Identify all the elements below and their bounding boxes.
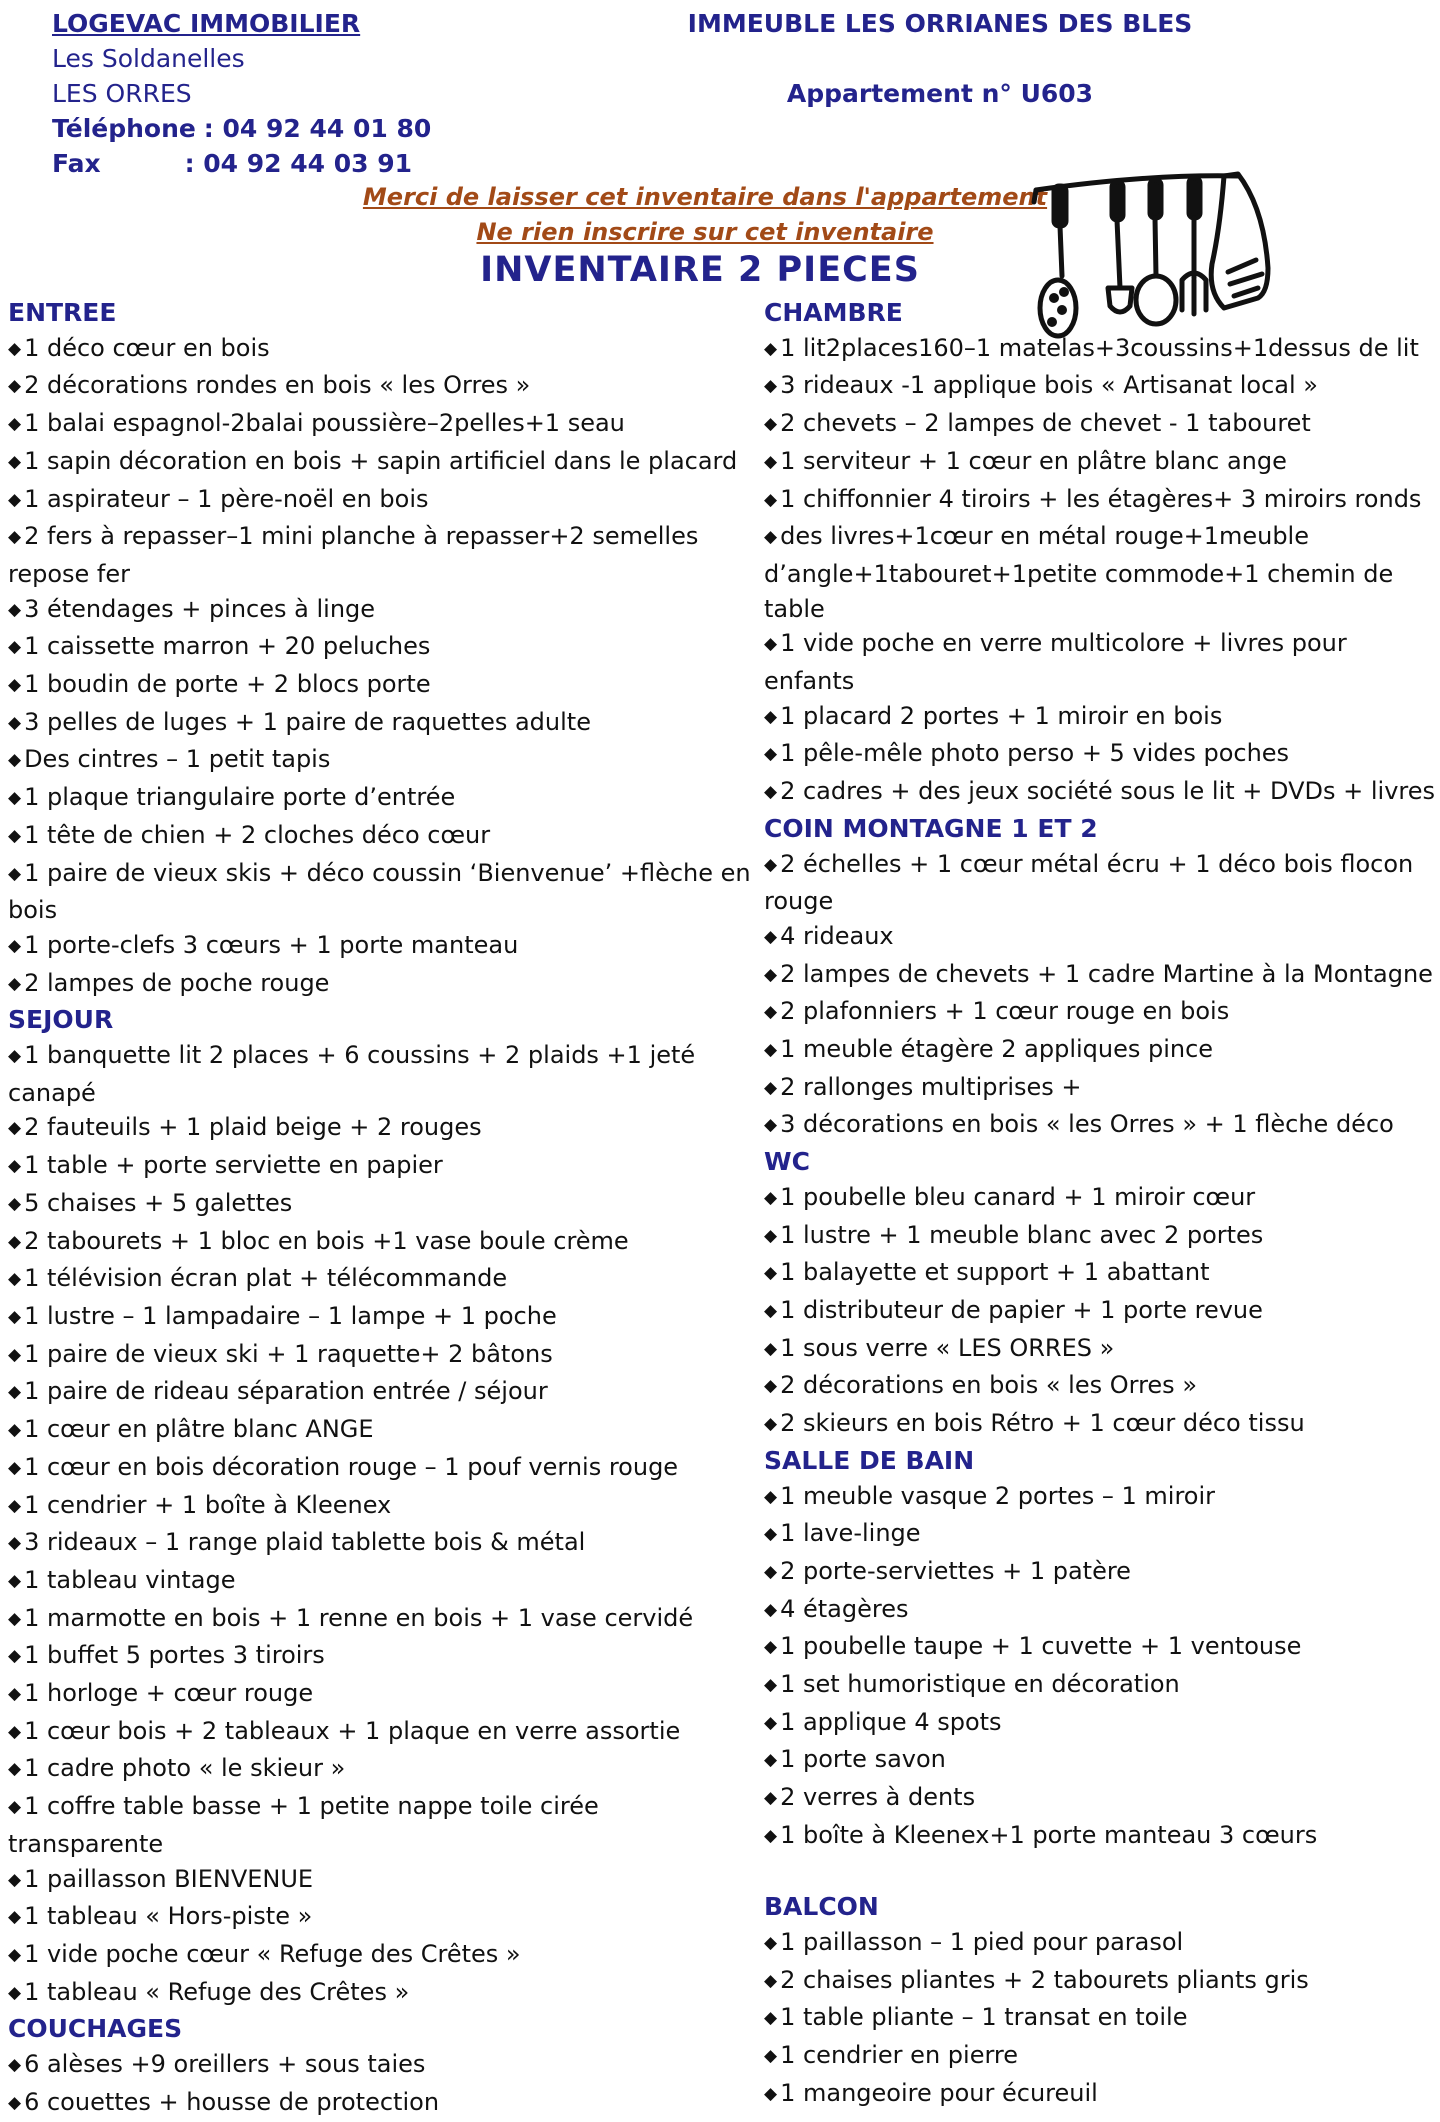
inventory-item xyxy=(764,847,1440,919)
inventory-item xyxy=(764,1032,1440,1070)
inventory-item-text: 1 lustre + 1 meuble blanc avec 2 portes xyxy=(780,1220,1264,1249)
inventory-item xyxy=(764,919,1440,957)
inventory-item xyxy=(764,331,1440,369)
diamond-bullet-icon: ◆ xyxy=(764,782,778,803)
inventory-item xyxy=(8,1751,753,1789)
inventory-item xyxy=(764,1629,1440,1667)
diamond-bullet-icon: ◆ xyxy=(764,1932,778,1953)
inventory-item-text: 1 serviteur + 1 cœur en plâtre blanc ange xyxy=(780,446,1287,475)
inventory-item xyxy=(764,774,1440,812)
inventory-item xyxy=(8,928,753,966)
diamond-bullet-icon: ◆ xyxy=(8,1869,22,1890)
inventory-item xyxy=(764,1925,1440,1963)
page-title: INVENTAIRE 2 PIECES xyxy=(480,250,920,290)
inventory-item-text: 1 paillasson – 1 pied pour parasol xyxy=(780,1927,1184,1956)
inventory-item xyxy=(764,1255,1440,1293)
diamond-bullet-icon: ◆ xyxy=(8,973,22,994)
section-title-wc: WC xyxy=(764,1147,810,1177)
inventory-item-text: 2 fauteuils + 1 plaid beige + 2 rouges xyxy=(24,1113,482,1142)
fax-label: Fax xyxy=(52,149,101,178)
diamond-bullet-icon: ◆ xyxy=(8,527,22,548)
inventory-item xyxy=(764,736,1440,774)
diamond-bullet-icon: ◆ xyxy=(764,489,778,510)
inventory-item-text: 2 décorations en bois « les Orres » xyxy=(780,1371,1197,1400)
diamond-bullet-icon: ◆ xyxy=(764,1376,778,1397)
inventory-item-text: 1 cœur bois + 2 tableaux + 1 plaque en verre assortie xyxy=(24,1716,681,1745)
inventory-item-text: 1 table + porte serviette en papier xyxy=(24,1151,443,1180)
diamond-bullet-icon: ◆ xyxy=(8,1344,22,1365)
diamond-bullet-icon: ◆ xyxy=(8,1533,22,1554)
diamond-bullet-icon: ◆ xyxy=(764,414,778,435)
inventory-item-text: 1 horloge + cœur rouge xyxy=(24,1679,314,1708)
inventory-item-text: 2 cadres + des jeux société sous le lit + DVDs + livres xyxy=(780,777,1436,806)
inventory-item xyxy=(8,818,753,856)
inventory-item-text: 3 étendages + pinces à linge xyxy=(24,594,376,623)
apartment-number: Appartement n° U603 xyxy=(786,79,1094,108)
inventory-item-text: Des cintres – 1 petit tapis xyxy=(24,745,331,774)
inventory-item-text: 1 boîte à Kleenex+1 porte manteau 3 cœurs xyxy=(780,1820,1318,1849)
phone-number: : 04 92 44 01 80 xyxy=(203,114,432,143)
inventory-item xyxy=(764,1818,1440,1856)
inventory-item-text: 2 skieurs en bois Rétro + 1 cœur déco tissu xyxy=(780,1409,1305,1438)
diamond-bullet-icon: ◆ xyxy=(764,338,778,359)
diamond-bullet-icon: ◆ xyxy=(764,854,778,875)
diamond-bullet-icon: ◆ xyxy=(764,1414,778,1435)
inventory-item-text: 2 verres à dents xyxy=(780,1783,976,1812)
inventory-item-text: 2 plafonniers + 1 cœur rouge en bois xyxy=(780,997,1230,1026)
diamond-bullet-icon: ◆ xyxy=(8,599,22,620)
diamond-bullet-icon: ◆ xyxy=(764,1675,778,1696)
diamond-bullet-icon: ◆ xyxy=(8,1982,22,2003)
inventory-item xyxy=(8,1337,753,1375)
inventory-item-text: 1 distributeur de papier + 1 porte revue xyxy=(780,1295,1263,1324)
inventory-item xyxy=(8,1148,753,1186)
diamond-bullet-icon: ◆ xyxy=(764,1115,778,1136)
diamond-bullet-icon: ◆ xyxy=(764,706,778,727)
inventory-item xyxy=(8,2085,753,2122)
diamond-bullet-icon: ◆ xyxy=(764,1225,778,1246)
diamond-bullet-icon: ◆ xyxy=(8,1269,22,1290)
inventory-item xyxy=(8,2047,753,2085)
inventory-item xyxy=(764,1368,1440,1406)
inventory-item-text: 1 lave-linge xyxy=(780,1519,921,1548)
inventory-item-text: 1 meuble étagère 2 appliques pince xyxy=(780,1035,1214,1064)
inventory-item xyxy=(8,742,753,780)
diamond-bullet-icon: ◆ xyxy=(764,1599,778,1620)
inventory-item-text: 1 balai espagnol-2balai poussière–2pelles+1 seau xyxy=(24,409,625,438)
inventory-item-text: 1 paire de vieux ski + 1 raquette+ 2 bâtons xyxy=(24,1339,553,1368)
inventory-item-text: 2 porte-serviettes + 1 patère xyxy=(780,1556,1131,1585)
diamond-bullet-icon: ◆ xyxy=(8,1797,22,1818)
inventory-item-text: 2 échelles + 1 cœur métal écru + 1 déco bois flocon rouge xyxy=(764,849,1414,916)
inventory-item-text: 4 étagères xyxy=(780,1594,909,1623)
inventory-item xyxy=(8,856,753,928)
inventory-item xyxy=(764,2038,1440,2076)
section-title-salle-de-bain: SALLE DE BAIN xyxy=(764,1445,975,1475)
inventory-item-text: 1 paire de vieux skis + déco coussin ‘Bienvenue’ +flèche en bois xyxy=(8,858,751,925)
inventory-item-text: 2 fers à repasser–1 mini planche à repasser+2 semelles repose fer xyxy=(8,522,699,588)
inventory-item xyxy=(8,1563,753,1601)
diamond-bullet-icon: ◆ xyxy=(8,1684,22,1705)
inventory-item xyxy=(8,1038,753,1110)
diamond-bullet-icon: ◆ xyxy=(764,1263,778,1284)
section-title-coin-montagne-1-et-2: COIN MONTAGNE 1 ET 2 xyxy=(764,813,1098,843)
inventory-item-text: 1 table pliante – 1 transat en toile xyxy=(780,2003,1188,2032)
inventory-item-text: 2 chaises pliantes + 2 tabourets pliants gris xyxy=(780,1965,1309,1994)
diamond-bullet-icon: ◆ xyxy=(764,926,778,947)
inventory-item xyxy=(764,519,1440,626)
inventory-item-text: 5 chaises + 5 galettes xyxy=(24,1188,293,1217)
section-title-couchages: COUCHAGES xyxy=(8,2014,183,2044)
inventory-item-text: 1 poubelle bleu canard + 1 miroir cœur xyxy=(780,1182,1256,1211)
inventory-item xyxy=(764,1107,1440,1145)
diamond-bullet-icon: ◆ xyxy=(764,1486,778,1507)
section-spacer xyxy=(764,1856,1440,1891)
diamond-bullet-icon: ◆ xyxy=(8,489,22,510)
diamond-bullet-icon: ◆ xyxy=(8,1231,22,1252)
inventory-item-text: 3 rideaux – 1 range plaid tablette bois & métal xyxy=(24,1528,586,1557)
section-title-balcon: BALCON xyxy=(764,1892,879,1922)
phone-row xyxy=(52,111,572,146)
inventory-item-text: 1 cendrier + 1 boîte à Kleenex xyxy=(24,1490,392,1519)
inventory-item-text: 1 banquette lit 2 places + 6 coussins + 2 plaids +1 jeté canapé xyxy=(8,1041,696,1107)
diamond-bullet-icon: ◆ xyxy=(764,1077,778,1098)
inventory-item xyxy=(8,1975,753,2013)
inventory-item-text: des livres+1cœur en métal rouge+1meuble d’angle+1tabouret+1petite commode+1 chemin de table xyxy=(764,522,1394,623)
diamond-bullet-icon: ◆ xyxy=(764,1300,778,1321)
diamond-bullet-icon: ◆ xyxy=(8,1118,22,1139)
diamond-bullet-icon: ◆ xyxy=(764,1970,778,1991)
inventory-item xyxy=(8,482,753,520)
diamond-bullet-icon: ◆ xyxy=(8,935,22,956)
diamond-bullet-icon: ◆ xyxy=(8,825,22,846)
fax-row xyxy=(52,146,572,181)
inventory-item-text: 1 sous verre « LES ORRES » xyxy=(780,1333,1115,1362)
inventory-item-text: 1 mangeoire pour écureuil xyxy=(780,2078,1098,2107)
inventory-item xyxy=(8,1450,753,1488)
diamond-bullet-icon: ◆ xyxy=(8,1382,22,1403)
inventory-item-text: 1 meuble vasque 2 portes – 1 miroir xyxy=(780,1481,1216,1510)
inventory-item xyxy=(8,705,753,743)
diamond-bullet-icon: ◆ xyxy=(8,1420,22,1441)
inventory-item-text: 1 coffre table basse + 1 petite nappe toile cirée transparente xyxy=(8,1792,599,1858)
diamond-bullet-icon: ◆ xyxy=(764,2008,778,2029)
inventory-item xyxy=(764,1742,1440,1780)
fax-number: : 04 92 44 03 91 xyxy=(184,149,413,178)
diamond-bullet-icon: ◆ xyxy=(8,2092,22,2113)
inventory-item xyxy=(8,1186,753,1224)
inventory-item xyxy=(8,1862,753,1900)
inventory-item xyxy=(764,1780,1440,1818)
inventory-item-text: 1 boudin de porte + 2 blocs porte xyxy=(24,670,431,699)
inventory-item-text: 1 paire de rideau séparation entrée / séjour xyxy=(24,1377,548,1406)
inventory-right-column xyxy=(764,296,1440,2113)
inventory-item xyxy=(764,957,1440,995)
diamond-bullet-icon: ◆ xyxy=(8,1046,22,1067)
inventory-item xyxy=(764,1554,1440,1592)
diamond-bullet-icon: ◆ xyxy=(8,338,22,359)
inventory-item xyxy=(8,444,753,482)
diamond-bullet-icon: ◆ xyxy=(764,1561,778,1582)
inventory-item-text: 1 cendrier en pierre xyxy=(780,2041,1019,2070)
diamond-bullet-icon: ◆ xyxy=(764,1338,778,1359)
diamond-bullet-icon: ◆ xyxy=(8,1608,22,1629)
inventory-item xyxy=(764,1592,1440,1630)
notice-leave-inventory: Merci de laisser cet inventaire dans l'appartement xyxy=(362,183,1048,211)
inventory-item-text: 1 cœur en bois décoration rouge – 1 pouf vernis rouge xyxy=(24,1452,679,1481)
inventory-item-text: 1 lustre – 1 lampadaire – 1 lampe + 1 poche xyxy=(24,1301,557,1330)
inventory-item xyxy=(764,1070,1440,1108)
inventory-item-text: 1 télévision écran plat + télécommande xyxy=(24,1264,508,1293)
diamond-bullet-icon: ◆ xyxy=(8,1944,22,1965)
inventory-item-text: 1 poubelle taupe + 1 cuvette + 1 ventouse xyxy=(780,1632,1302,1661)
inventory-item xyxy=(8,368,753,406)
diamond-bullet-icon: ◆ xyxy=(764,1788,778,1809)
inventory-item xyxy=(764,1479,1440,1517)
section-title-sejour: SEJOUR xyxy=(8,1005,114,1035)
company-name: LOGEVAC IMMOBILIER xyxy=(52,9,361,38)
diamond-bullet-icon: ◆ xyxy=(8,451,22,472)
diamond-bullet-icon: ◆ xyxy=(8,712,22,733)
inventory-item-text: 1 tableau « Hors-piste » xyxy=(24,1902,313,1931)
inventory-item xyxy=(8,1488,753,1526)
inventory-item-text: 1 applique 4 spots xyxy=(780,1707,1002,1736)
inventory-item xyxy=(8,1937,753,1975)
inventory-item-text: 3 pelles de luges + 1 paire de raquettes adulte xyxy=(24,707,591,736)
diamond-bullet-icon: ◆ xyxy=(8,1306,22,1327)
inventory-item-text: 6 alèses +9 oreillers + sous taies xyxy=(24,2050,426,2079)
diamond-bullet-icon: ◆ xyxy=(764,1040,778,1061)
section-title-entree: ENTREE xyxy=(8,298,117,327)
diamond-bullet-icon: ◆ xyxy=(764,2083,778,2104)
inventory-item xyxy=(8,1601,753,1639)
inventory-item xyxy=(8,331,753,369)
diamond-bullet-icon: ◆ xyxy=(764,634,778,655)
inventory-item-text: 1 caissette marron + 20 peluches xyxy=(24,632,431,661)
inventory-item-text: 1 cœur en plâtre blanc ANGE xyxy=(24,1415,374,1444)
phone-label: Téléphone xyxy=(52,114,196,143)
diamond-bullet-icon: ◆ xyxy=(764,1187,778,1208)
inventory-left-column xyxy=(8,296,753,2122)
diamond-bullet-icon: ◆ xyxy=(764,1524,778,1545)
diamond-bullet-icon: ◆ xyxy=(8,1646,22,1667)
inventory-item xyxy=(8,1638,753,1676)
diamond-bullet-icon: ◆ xyxy=(8,414,22,435)
diamond-bullet-icon: ◆ xyxy=(8,1495,22,1516)
inventory-item xyxy=(764,1963,1440,2001)
inventory-item-text: 1 paillasson BIENVENUE xyxy=(24,1864,314,1893)
inventory-item xyxy=(764,1667,1440,1705)
inventory-item-text: 3 rideaux -1 applique bois « Artisanat local » xyxy=(780,371,1318,400)
inventory-item-text: 1 marmotte en bois + 1 renne en bois + 1 vase cervidé xyxy=(24,1603,694,1632)
diamond-bullet-icon: ◆ xyxy=(764,964,778,985)
inventory-item-text: 1 set humoristique en décoration xyxy=(780,1670,1180,1699)
inventory-item xyxy=(764,699,1440,737)
inventory-item-text: 1 buffet 5 portes 3 tiroirs xyxy=(24,1641,325,1670)
address-line-2: LES ORRES xyxy=(52,79,192,108)
inventory-item xyxy=(764,406,1440,444)
inventory-item-text: 1 tête de chien + 2 cloches déco cœur xyxy=(24,820,491,849)
inventory-item xyxy=(8,1261,753,1299)
inventory-item-text: 2 tabourets + 1 bloc en bois +1 vase boule crème xyxy=(24,1226,629,1255)
inventory-item xyxy=(764,1705,1440,1743)
diamond-bullet-icon: ◆ xyxy=(8,1759,22,1780)
inventory-item xyxy=(764,994,1440,1032)
diamond-bullet-icon: ◆ xyxy=(8,1156,22,1177)
inventory-item-text: 1 chiffonnier 4 tiroirs + les étagères+ 3 miroirs ronds xyxy=(780,484,1422,513)
inventory-item xyxy=(764,1516,1440,1554)
diamond-bullet-icon: ◆ xyxy=(8,1193,22,1214)
inventory-item xyxy=(764,368,1440,406)
diamond-bullet-icon: ◆ xyxy=(8,637,22,658)
inventory-item xyxy=(8,406,753,444)
diamond-bullet-icon: ◆ xyxy=(764,451,778,472)
diamond-bullet-icon: ◆ xyxy=(764,527,778,548)
inventory-item-text: 1 placard 2 portes + 1 miroir en bois xyxy=(780,701,1223,730)
inventory-item xyxy=(8,1224,753,1262)
inventory-item xyxy=(764,444,1440,482)
diamond-bullet-icon: ◆ xyxy=(8,1907,22,1928)
inventory-item xyxy=(8,629,753,667)
building-name: IMMEUBLE LES ORRIANES DES BLES xyxy=(687,9,1193,38)
inventory-item xyxy=(8,519,753,591)
inventory-item-text: 2 décorations rondes en bois « les Orres » xyxy=(24,371,531,400)
inventory-item-text: 2 lampes de poche rouge xyxy=(24,968,330,997)
inventory-item xyxy=(8,1525,753,1563)
inventory-item xyxy=(764,482,1440,520)
inventory-item xyxy=(764,2076,1440,2114)
diamond-bullet-icon: ◆ xyxy=(8,863,22,884)
inventory-item-text: 6 couettes + housse de protection xyxy=(24,2087,440,2116)
inventory-item-text: 1 pêle-mêle photo perso + 5 vides poches xyxy=(780,739,1290,768)
diamond-bullet-icon: ◆ xyxy=(8,376,22,397)
inventory-item xyxy=(764,1331,1440,1369)
inventory-item xyxy=(8,1374,753,1412)
agency-header xyxy=(52,6,572,181)
inventory-item-text: 3 décorations en bois « les Orres » + 1 flèche déco xyxy=(780,1110,1394,1139)
notice-do-not-write: Ne rien inscrire sur cet inventaire xyxy=(476,218,934,246)
inventory-item xyxy=(8,1110,753,1148)
inventory-item-text: 1 porte-clefs 3 cœurs + 1 porte manteau xyxy=(24,930,519,959)
diamond-bullet-icon: ◆ xyxy=(8,2055,22,2076)
inventory-item-text: 1 cadre photo « le skieur » xyxy=(24,1754,346,1783)
inventory-item-text: 1 porte savon xyxy=(780,1745,946,1774)
inventory-item-text: 1 tableau « Refuge des Crêtes » xyxy=(24,1977,410,2006)
diamond-bullet-icon: ◆ xyxy=(8,788,22,809)
inventory-item-text: 1 lit2places160–1 matelas+3coussins+1dessus de lit xyxy=(780,333,1419,362)
diamond-bullet-icon: ◆ xyxy=(764,2046,778,2067)
inventory-item-text: 1 déco cœur en bois xyxy=(24,333,270,362)
diamond-bullet-icon: ◆ xyxy=(764,1825,778,1846)
inventory-item-text: 1 tableau vintage xyxy=(24,1565,236,1594)
inventory-item xyxy=(8,1412,753,1450)
inventory-item xyxy=(8,1676,753,1714)
inventory-item-text: 2 chevets – 2 lampes de chevet - 1 tabouret xyxy=(780,409,1311,438)
inventory-item xyxy=(764,1293,1440,1331)
diamond-bullet-icon: ◆ xyxy=(8,1570,22,1591)
diamond-bullet-icon: ◆ xyxy=(764,1750,778,1771)
inventory-item-text: 2 rallonges multiprises + xyxy=(780,1072,1082,1101)
inventory-item xyxy=(764,1218,1440,1256)
diamond-bullet-icon: ◆ xyxy=(8,675,22,696)
inventory-item-text: 4 rideaux xyxy=(780,921,894,950)
diamond-bullet-icon: ◆ xyxy=(764,1002,778,1023)
diamond-bullet-icon: ◆ xyxy=(764,1637,778,1658)
inventory-item xyxy=(8,1789,753,1861)
inventory-item xyxy=(8,780,753,818)
inventory-item xyxy=(8,1299,753,1337)
diamond-bullet-icon: ◆ xyxy=(8,750,22,771)
inventory-item-text: 1 plaque triangulaire porte d’entrée xyxy=(24,783,456,812)
inventory-item xyxy=(8,1899,753,1937)
inventory-item xyxy=(8,966,753,1004)
inventory-item-text: 1 vide poche en verre multicolore + livres pour enfants xyxy=(764,629,1347,696)
inventory-item xyxy=(8,667,753,705)
inventory-item xyxy=(764,1406,1440,1444)
inventory-item xyxy=(8,1714,753,1752)
inventory-item-text: 1 balayette et support + 1 abattant xyxy=(780,1258,1210,1287)
inventory-item-text: 1 sapin décoration en bois + sapin artificiel dans le placard xyxy=(24,446,738,475)
address-line-1: Les Soldanelles xyxy=(52,44,245,73)
diamond-bullet-icon: ◆ xyxy=(764,744,778,765)
inventory-item-text: 1 vide poche cœur « Refuge des Crêtes » xyxy=(24,1939,521,1968)
inventory-item xyxy=(764,2000,1440,2038)
inventory-item xyxy=(764,1180,1440,1218)
diamond-bullet-icon: ◆ xyxy=(8,1721,22,1742)
inventory-item-text: 2 lampes de chevets + 1 cadre Martine à la Montagne xyxy=(780,959,1433,988)
diamond-bullet-icon: ◆ xyxy=(764,376,778,397)
diamond-bullet-icon: ◆ xyxy=(8,1457,22,1478)
section-title-chambre: CHAMBRE xyxy=(764,298,903,327)
inventory-item-text: 1 aspirateur – 1 père-noël en bois xyxy=(24,484,429,513)
inventory-item xyxy=(8,592,753,630)
inventory-item xyxy=(764,626,1440,698)
diamond-bullet-icon: ◆ xyxy=(764,1712,778,1733)
building-header xyxy=(640,6,1240,111)
